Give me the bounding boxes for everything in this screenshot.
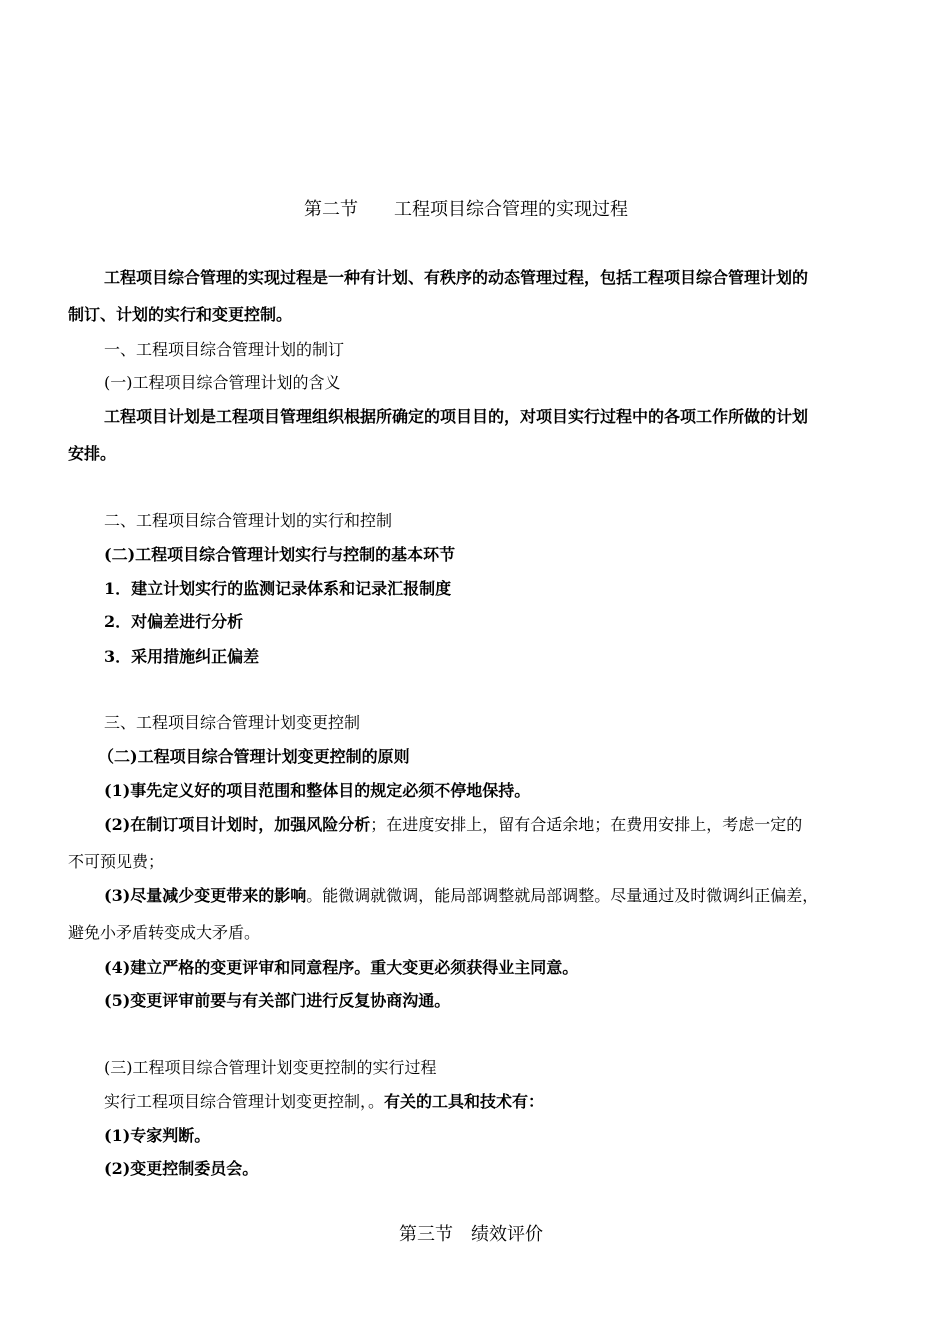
part-3-subheading: （二)工程项目综合管理计划变更控制的原则 — [98, 747, 410, 766]
part-1-subheading: (一)工程项目综合管理计划的含义 — [104, 373, 341, 392]
principle-5: (5)变更评审前要与有关部门进行反复协商沟通。 — [104, 991, 451, 1010]
tools-intro — [104, 1092, 544, 1112]
part-3-heading: 三、工程项目综合管理计划变更控制 — [104, 713, 361, 732]
tool-item: (1)专家判断。 — [104, 1126, 211, 1145]
list-item: 2．对偏差进行分析 — [104, 612, 244, 631]
part-1-paragraph-line-2: 安排。 — [68, 444, 117, 463]
part-1-paragraph-line-1: 工程项目计划是工程项目管理组织根据所确定的项目目的，对项目实行过程中的各项工作所做的计划 — [104, 407, 809, 426]
section-3-heading: 第三节 绩效评价 — [399, 1224, 543, 1245]
list-item: 3．采用措施纠正偏差 — [104, 647, 260, 666]
principle-4: (4)建立严格的变更评审和同意程序。重大变更必须获得业主同意。 — [104, 958, 579, 977]
part-2-subheading: (二)工程项目综合管理计划实行与控制的基本环节 — [104, 545, 456, 564]
intro-paragraph-line-1: 工程项目综合管理的实现过程是一种有计划、有秩序的动态管理过程，包括工程项目综合管理计划的 — [104, 268, 809, 287]
section-2-heading: 第二节 工程项目综合管理的实现过程 — [304, 199, 628, 220]
intro-paragraph-line-2: 制订、计划的实行和变更控制。 — [68, 305, 293, 324]
part-2-heading: 二、工程项目综合管理计划的实行和控制 — [104, 511, 393, 530]
principle-3-bold: (3)尽量减少变更带来的影响 — [104, 886, 307, 905]
tool-item: (2)变更控制委员会。 — [104, 1159, 259, 1178]
principle-2-rest: ；在进度安排上，留有合适余地；在费用安排上，考虑一定的 — [370, 815, 803, 834]
tools-intro-bold: 有关的工具和技术有： — [384, 1092, 545, 1111]
list-item: 1．建立计划实行的监测记录体系和记录汇报制度 — [104, 579, 452, 598]
principle-3-line-1 — [104, 886, 818, 906]
part-1-heading: 一、工程项目综合管理计划的制订 — [104, 340, 345, 359]
principle-2-line-2: 不可预见费； — [68, 852, 165, 871]
part-3-subheading-3: (三)工程项目综合管理计划变更控制的实行过程 — [104, 1058, 437, 1077]
principle-2-line-1 — [104, 815, 802, 835]
principle-2-bold: (2)在制订项目计划时，加强风险分析 — [104, 815, 371, 834]
tools-intro-normal: 实行工程项目综合管理计划变更控制，。 — [104, 1092, 385, 1111]
principle-1: (1)事先定义好的项目范围和整体目的规定必须不停地保持。 — [104, 781, 531, 800]
principle-3-line-2: 避免小矛盾转变成大矛盾。 — [68, 923, 261, 942]
principle-3-rest: 。能微调就微调，能局部调整就局部调整。尽量通过及时微调纠正偏差， — [306, 886, 819, 905]
